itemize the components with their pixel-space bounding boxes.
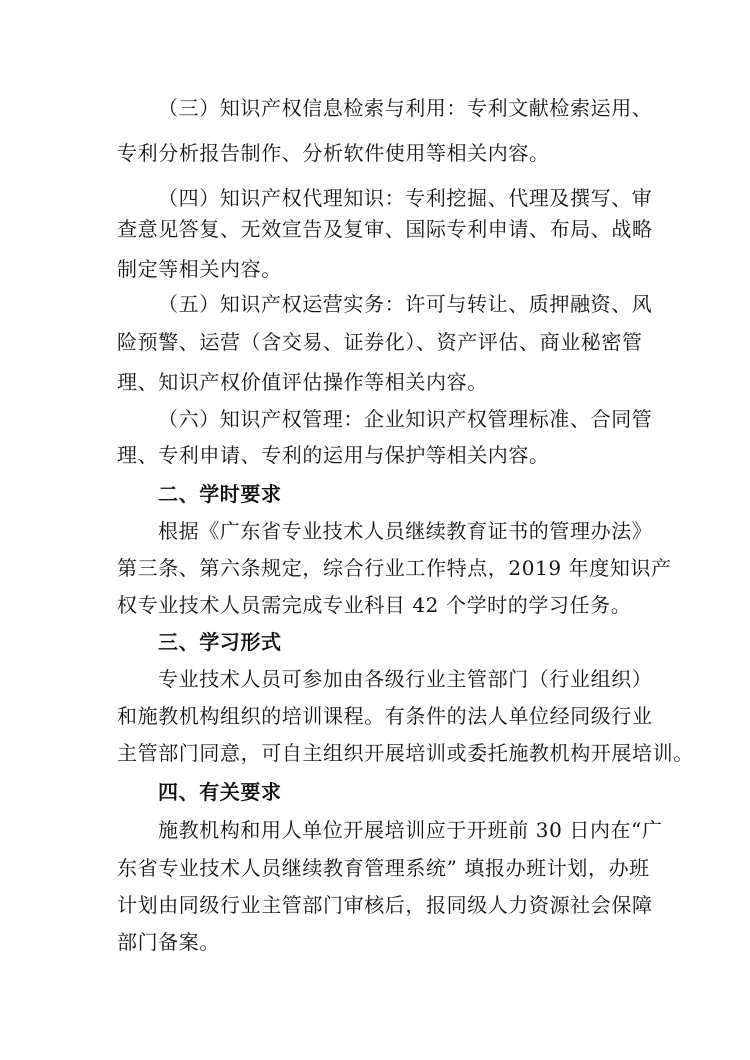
section-3-line-1: （三）知识产权信息检索与利用：专利文献检索运用、 [158,96,653,120]
study-hours-line-2: 第三条、第六条规定，综合行业工作特点，2019 年度知识产 [117,556,672,580]
learning-form-line-2: 和施教机构组织的培训课程。有条件的法人单位经同级行业 [117,704,653,728]
section-4-line-2: 查意见答复、无效宣告及复审、国际专利申请、布局、战略 [117,217,653,241]
heading-requirements: 四、有关要求 [158,780,282,804]
heading-study-hours: 二、学时要求 [158,482,282,506]
section-5-line-2: 险预警、运营（含交易、证券化）、资产评估、商业秘密管 [117,330,643,354]
requirements-line-1: 施教机构和用人单位开展培训应于开班前 30 日内在“广 [158,818,663,842]
heading-learning-form: 三、学习形式 [158,630,282,654]
section-4-line-1: （四）知识产权代理知识：专利挖掘、代理及撰写、审 [158,186,653,210]
requirements-line-4: 部门备案。 [117,930,220,954]
study-hours-line-3: 权专业技术人员需完成专业科目 42 个学时的学习任务。 [117,593,632,617]
section-5-line-3: 理、知识产权价值评估操作等相关内容。 [117,370,488,394]
section-6-line-1: （六）知识产权管理：企业知识产权管理标准、合同管 [158,407,653,431]
learning-form-line-1: 专业技术人员可参加由各级行业主管部门（行业组织） [158,667,653,691]
section-6-line-2: 理、专利申请、专利的运用与保护等相关内容。 [117,443,550,467]
requirements-line-2: 东省专业技术人员继续教育管理系统” 填报办班计划，办班 [117,856,650,880]
section-5-line-1: （五）知识产权运营实务：许可与转让、质押融资、风 [158,292,653,316]
section-4-line-3: 制定等相关内容。 [117,257,282,281]
section-3-line-2: 专利分析报告制作、分析软件使用等相关内容。 [117,141,550,165]
study-hours-line-1: 根据《广东省专业技术人员继续教育证书的管理办法》 [158,519,653,543]
learning-form-line-3: 主管部门同意，可自主组织开展培训或委托施教机构开展培训。 [117,741,694,765]
requirements-line-3: 计划由同级行业主管部门审核后，报同级人力资源社会保障 [117,893,653,917]
